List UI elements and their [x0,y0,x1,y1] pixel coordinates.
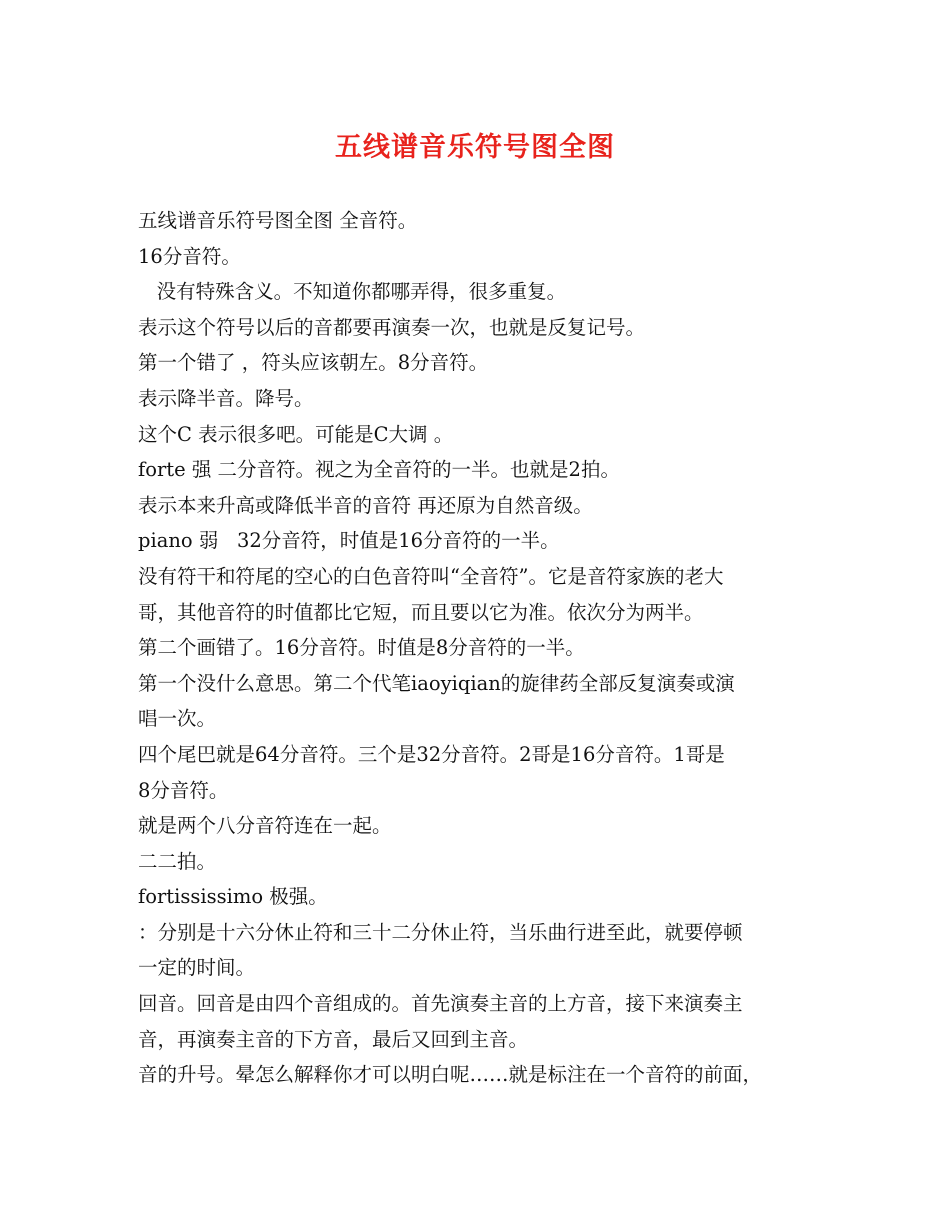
body-line: 第一个错了 ，符头应该朝左。8分音符。 [138,351,489,375]
body-line: 16分音符。 [138,244,241,268]
body-line: forte 强 二分音符。视之为全音符的一半。也就是2拍。 [138,458,620,482]
body-line: 8分音符。 [138,778,229,802]
body-line: 第二个画错了。16分音符。时值是8分音符的一半。 [138,636,585,660]
body-line: 表示降半音。降号。 [138,386,314,410]
body-line: 第一个没什么意思。第二个代笔iaoyiqian的旋律药全部反复演奏或演 [138,671,735,695]
body-line: 唱一次。 [138,707,217,731]
body-line: 二二拍。 [138,849,217,873]
body-line: 表示本来升高或降低半音的音符 再还原为自然音级。 [138,493,593,517]
body-line: 哥，其他音符的时值都比它短，而且要以它为准。依次分为两半。 [138,600,704,624]
body-line: 没有符干和符尾的空心的白色音符叫“全音符”。它是音符家族的老大 [138,564,724,588]
body-line: 四个尾巴就是64分音符。三个是32分音符。2哥是16分音符。1哥是 [138,742,725,766]
body-line: ：分别是十六分休止符和三十二分休止符，当乐曲行进至此，就要停顿 [138,920,743,944]
body-line: 表示这个符号以后的音都要再演奏一次，也就是反复记号。 [138,315,646,339]
body-line: 没有特殊含义。不知道你都哪弄得，很多重复。 [138,280,567,304]
body-line: 音的升号。晕怎么解释你才可以明白呢……就是标注在一个音符的前面， [138,1063,763,1087]
body-line: 音，再演奏主音的下方音，最后又回到主音。 [138,1027,529,1051]
body-line: 这个C 表示很多吧。可能是C大调 。 [138,422,454,446]
body-line: 就是两个八分音符连在一起。 [138,814,392,838]
document-title: 五线谱音乐符号图全图 [335,132,615,163]
body-line: fortississimo 极强。 [138,885,328,909]
document-body [138,203,818,1093]
body-line: piano 弱 32分音符，时值是16分音符的一半。 [138,529,560,553]
body-line: 一定的时间。 [138,956,256,980]
body-line: 五线谱音乐符号图全图 全音符。 [138,209,418,232]
body-line: 回音。回音是由四个音组成的。首先演奏主音的上方音，接下来演奏主 [138,992,743,1016]
